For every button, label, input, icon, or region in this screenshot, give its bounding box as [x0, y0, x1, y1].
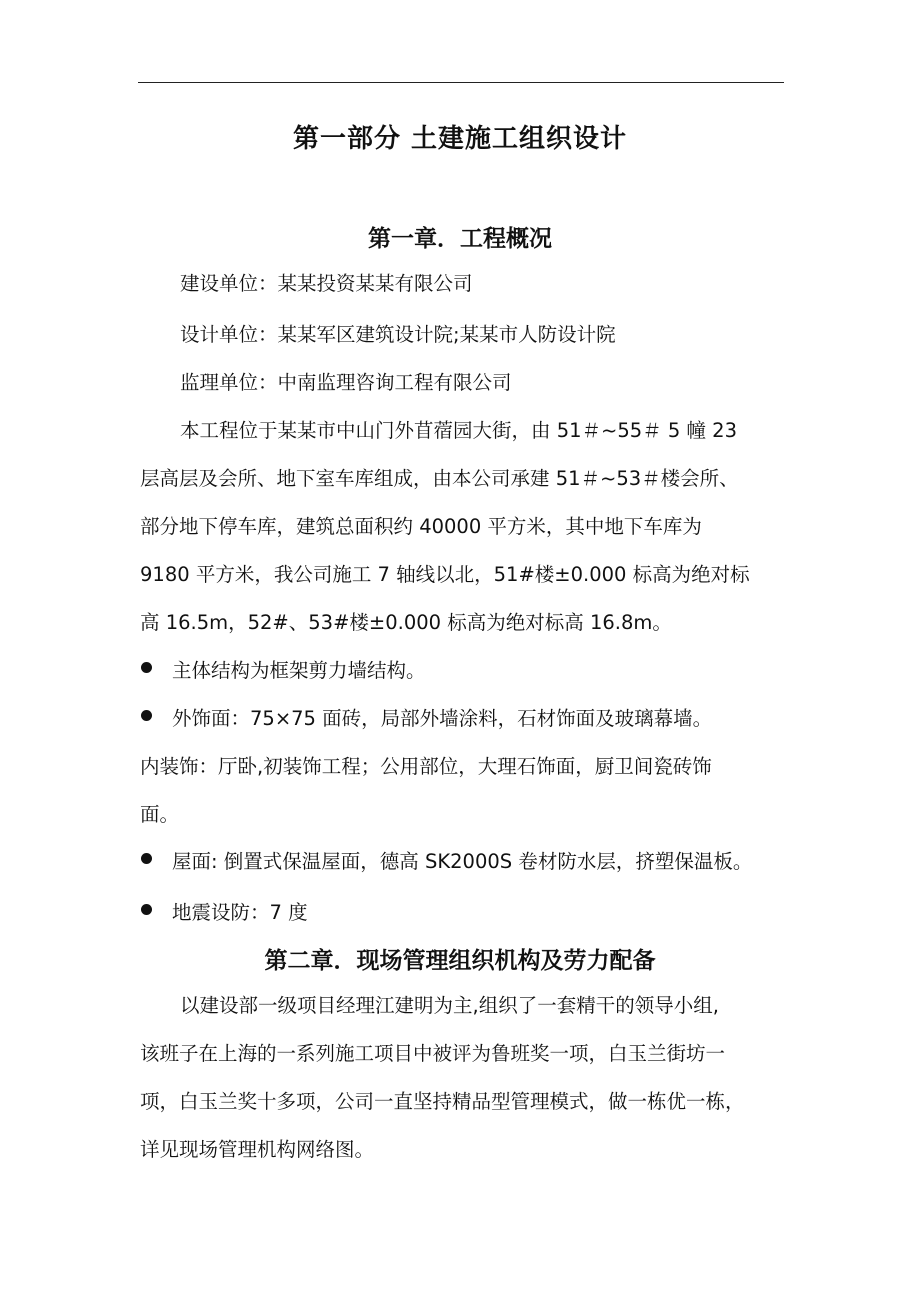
bullet-seismic: 地震设防：7 度 — [172, 901, 308, 924]
chapter-2-title: 第二章．现场管理组织机构及劳力配备 — [264, 948, 656, 974]
bullet-dot — [141, 904, 152, 915]
construction-unit: 建设单位：某某投资某某有限公司 — [180, 272, 473, 295]
chapter-2-line: 详见现场管理机构网络图。 — [140, 1138, 375, 1161]
interior-line: 内装饰：厅卧,初装饰工程；公用部位，大理石饰面，厨卫间瓷砖饰 — [140, 755, 712, 778]
overview-line: 层高层及会所、地下室车库组成，由本公司承建 51＃~53＃楼会所、 — [140, 467, 739, 490]
bullet-facade: 外饰面：75×75 面砖，局部外墙涂料，石材饰面及玻璃幕墙。 — [172, 707, 713, 730]
design-unit: 设计单位：某某军区建筑设计院;某某市人防设计院 — [180, 323, 616, 346]
part-title: 第一部分 土建施工组织设计 — [292, 124, 628, 154]
bullet-dot — [141, 853, 152, 864]
bullet-dot — [141, 710, 152, 721]
overview-line: 9180 平方米，我公司施工 7 轴线以北，51#楼±0.000 标高为绝对标 — [140, 563, 750, 586]
chapter-2-line: 以建设部一级项目经理江建明为主,组织了一套精干的领导小组, — [180, 994, 719, 1017]
header-rule — [138, 82, 784, 83]
overview-line: 本工程位于某某市中山门外苜蓿园大街，由 51＃~55＃ 5 幢 23 — [180, 419, 737, 442]
chapter-2-line: 项，白玉兰奖十多项，公司一直坚持精品型管理模式，做一栋优一栋， — [140, 1090, 745, 1113]
chapter-1-title: 第一章．工程概况 — [368, 226, 552, 252]
bullet-structure: 主体结构为框架剪力墙结构。 — [172, 659, 426, 682]
overview-line: 高 16.5m，52#、53#楼±0.000 标高为绝对标高 16.8m。 — [140, 611, 672, 634]
interior-line: 面。 — [140, 803, 180, 826]
bullet-roof: 屋面: 倒置式保温屋面，德高 SK2000S 卷材防水层，挤塑保温板。 — [172, 850, 753, 873]
supervision-unit: 监理单位：中南监理咨询工程有限公司 — [180, 371, 512, 394]
bullet-dot — [141, 662, 152, 673]
chapter-2-line: 该班子在上海的一系列施工项目中被评为鲁班奖一项，白玉兰街坊一 — [140, 1042, 726, 1065]
overview-line: 部分地下停车库，建筑总面积约 40000 平方米，其中地下车库为 — [140, 515, 702, 538]
